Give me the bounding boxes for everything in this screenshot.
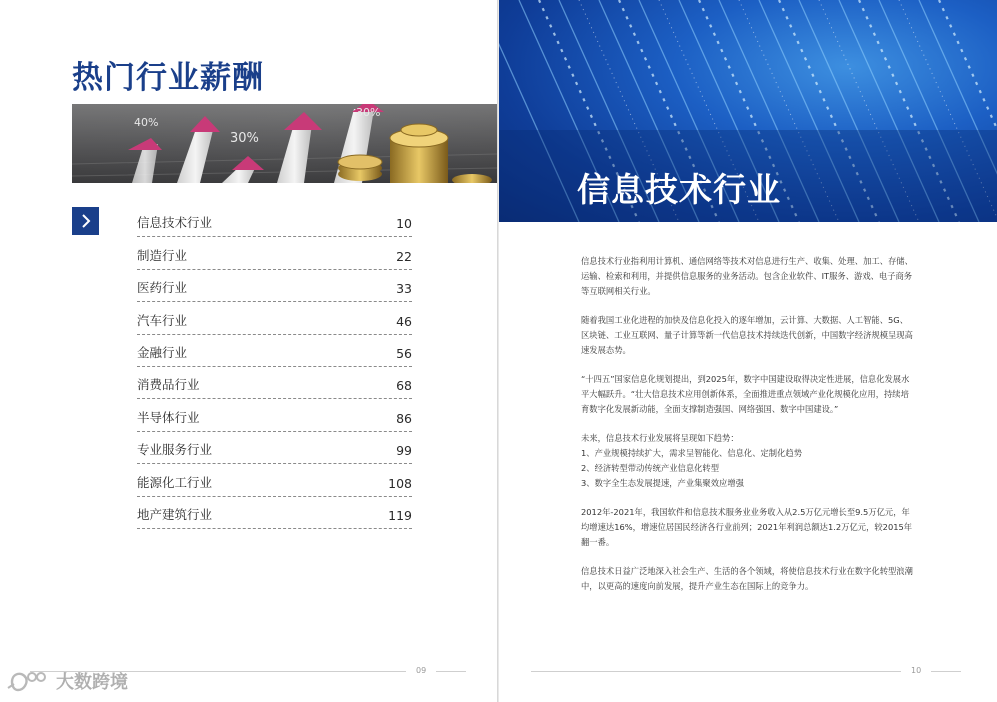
toc-item[interactable]	[137, 464, 412, 496]
photo-label: 30%	[230, 131, 259, 146]
toc-item-page: 108	[388, 475, 412, 491]
paragraph: 随着我国工业化进程的加快及信息化投入的逐年增加，云计算、大数据、人工智能、5G、区块链、工业互联网、量子计算等新一代信息技术持续迭代创新，中国数字经济规模呈现高速发展态势。	[581, 315, 913, 355]
toc-item-label: 地产建筑行业	[137, 506, 213, 522]
toc-item[interactable]	[137, 367, 412, 399]
trend-item: 3、数字全生态发展提速，产业集聚效应增强	[581, 478, 744, 488]
trend-list	[581, 431, 915, 491]
right-page	[499, 0, 997, 702]
footer-divider	[931, 671, 961, 672]
toc-item[interactable]	[137, 497, 412, 529]
toc-item[interactable]	[137, 270, 412, 302]
toc-item-page: 86	[396, 410, 412, 426]
page-title: 热门行业薪酬	[72, 60, 264, 96]
watermark-text: 大数跨境	[56, 672, 128, 693]
header-photo	[72, 104, 497, 183]
section-banner-title: 信息技术行业	[577, 170, 781, 209]
footer-divider	[531, 671, 901, 672]
left-page	[0, 0, 498, 702]
trend-item: 2、经济转型带动传统产业信息化转型	[581, 463, 720, 473]
toc-item-page: 99	[396, 443, 412, 459]
paragraph: 信息技术日益广泛地深入社会生产、生活的各个领域，将使信息技术行业在数字化转型浪潮中，以更高的速度向前发展，提升产业生态在国际上的竞争力。	[581, 566, 913, 591]
toc-item-label: 专业服务行业	[137, 442, 213, 458]
fish-logo-icon	[6, 668, 52, 694]
toc-item-label: 医药行业	[137, 280, 188, 296]
toc-item-page: 119	[388, 507, 412, 523]
photo-label: 40%	[134, 116, 159, 129]
footer-divider	[436, 671, 466, 672]
toc-item-label: 消费品行业	[137, 377, 200, 393]
toc-item-label: 半导体行业	[137, 409, 200, 425]
chevron-right-icon	[72, 207, 99, 235]
toc-item-label: 汽车行业	[137, 312, 188, 328]
toc-item[interactable]	[137, 205, 412, 237]
table-of-contents	[137, 205, 412, 529]
page-number: 09	[416, 666, 427, 675]
toc-item[interactable]	[137, 237, 412, 269]
toc-item[interactable]	[137, 302, 412, 334]
watermark	[6, 668, 128, 694]
toc-item[interactable]	[137, 399, 412, 431]
paragraph: “十四五”国家信息化规划提出，到2025年，数字中国建设取得决定性进展，信息化发展水平大幅跃升。“壮大信息技术应用创新体系，全面推进重点领域产业化规模化应用，持续培育数字化发展新动能，全面支撑制造强国、网络强国、数字中国建设。”	[581, 374, 910, 414]
toc-item-label: 信息技术行业	[137, 215, 213, 231]
toc-item-label: 制造行业	[137, 247, 188, 263]
photo-label: 30%	[356, 106, 381, 119]
toc-item-label: 能源化工行业	[137, 474, 213, 490]
toc-item-page: 56	[396, 345, 412, 361]
article-body	[581, 254, 915, 608]
trend-intro: 未来，信息技术行业发展将呈现如下趋势：	[581, 433, 739, 443]
paragraph: 2012年-2021年，我国软件和信息技术服务业业务收入从2.5万亿元增长至9.5万亿元，年均增速达16%，增速位居国民经济各行业前列；2021年利润总额达1.2万亿元，较2015年翻一番。	[581, 507, 913, 547]
toc-item-page: 22	[396, 248, 412, 264]
toc-item[interactable]	[137, 335, 412, 367]
paragraph: 信息技术行业指利用计算机、通信网络等技术对信息进行生产、收集、处理、加工、存储、运输、检索和利用，并提供信息服务的业务活动。包含企业软件、IT服务、游戏、电子商务等互联网相关行业。	[581, 256, 913, 296]
toc-item-page: 33	[396, 281, 412, 297]
toc-item-page: 46	[396, 313, 412, 329]
page-number: 10	[911, 666, 922, 675]
toc-item-page: 68	[396, 378, 412, 394]
growth-chart-photo	[72, 104, 497, 183]
banner-image	[499, 0, 997, 222]
trend-item: 1、产业规模持续扩大，需求呈智能化、信息化、定制化趋势	[581, 448, 802, 458]
toc-item-page: 10	[396, 216, 412, 232]
toc-item[interactable]	[137, 432, 412, 464]
toc-item-label: 金融行业	[137, 344, 188, 360]
